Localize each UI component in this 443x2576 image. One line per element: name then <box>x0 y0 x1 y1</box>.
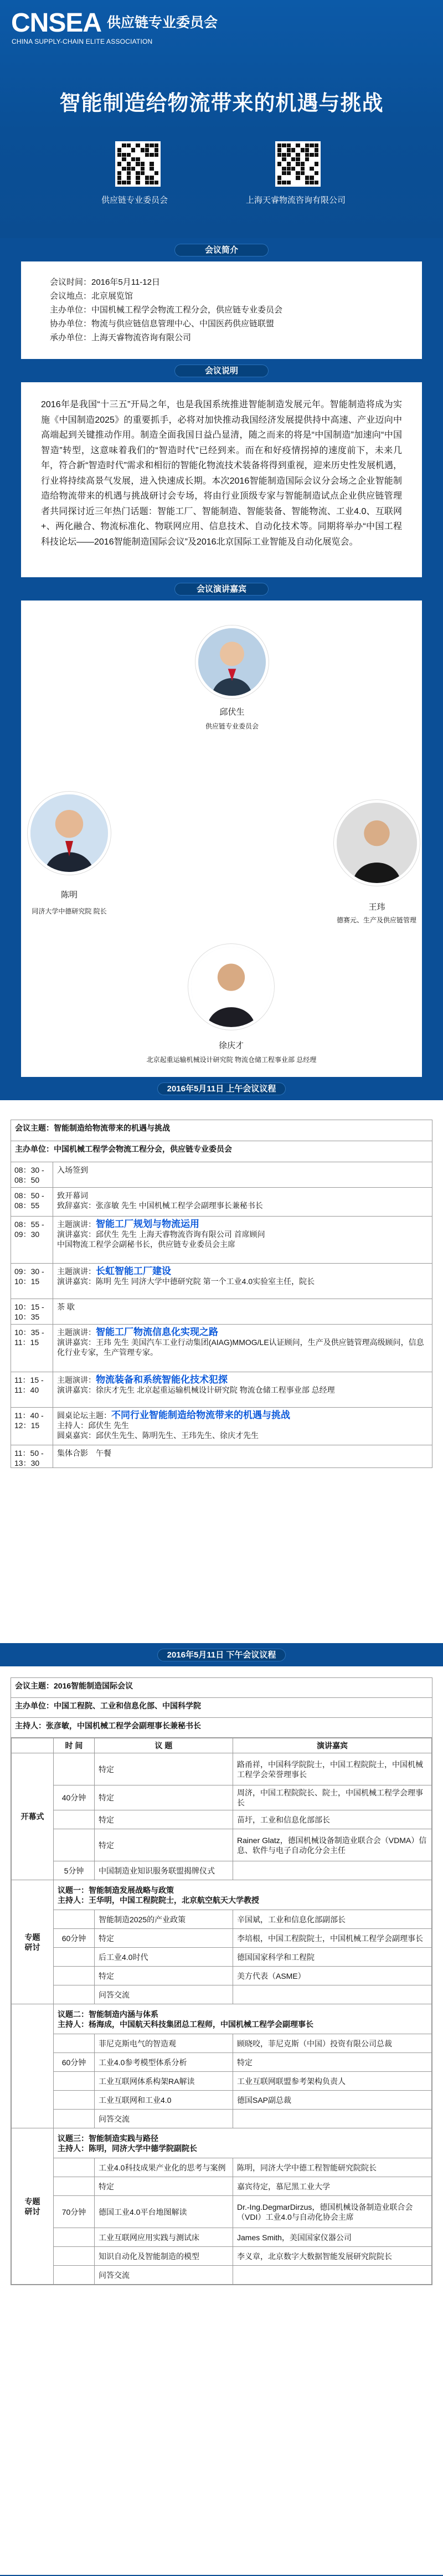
qr-label-company: 上海天睿物流咨询有限公司 <box>246 196 346 205</box>
session-title: 议题一：智能制造发展战略与政策 主持人：王华明，中国工程院院士，北京航空航天大学教授 <box>54 1880 432 1910</box>
header-banner <box>0 0 443 238</box>
session-label: 开幕式 <box>12 1753 54 1880</box>
session-topic: 问答交流 <box>95 1985 233 2004</box>
session-speaker: 李义章，北京数字大数据智能发展研究院院长 <box>233 2247 432 2266</box>
session-label: 专题 研讨 <box>12 1880 54 2004</box>
logo-mark: CNSEA <box>11 8 102 38</box>
session-speaker: 嘉宾待定，慕尼黑工业大学 <box>233 2177 432 2196</box>
session-speaker: 周济，中国工程院院长、院士，中国机械工程学会理事长 <box>233 1785 432 1810</box>
morning-host: 主办单位：中国机械工程学会物流工程分会，供应链专业委员会 <box>15 1145 232 1153</box>
section-head-speakers: 会议演讲嘉宾 <box>0 577 443 601</box>
speaker-title: 德赛元、生产及供应链管理 <box>336 916 416 924</box>
session-speaker: 德国国家科学和工程院 <box>233 1948 432 1967</box>
session-speaker: Rainer Glatz，德国机械设备制造业联合会（VDMA）信息、软件与电子自动化分会主任 <box>233 1829 432 1861</box>
intro-line: 主办单位：中国机械工程学会物流工程分会，供应链专业委员会 <box>50 305 283 315</box>
agenda-content: 致开幕词 致辞嘉宾：张彦敏 先生 中国机械工程学会副理事长兼秘书长 <box>57 1191 263 1210</box>
page-title: 智能制造给物流带来的机遇与挑战 <box>59 92 384 115</box>
session-time <box>54 1810 95 1829</box>
afternoon-host: 主办单位：中国工程院、工业和信息化部、中国科学院 <box>15 1701 201 1710</box>
speaker-photo-icon <box>334 800 420 886</box>
morning-agenda-rows <box>11 1162 432 1467</box>
qr-label-committee: 供应链专业委员会 <box>101 196 168 205</box>
empty-header-cell <box>12 1738 54 1753</box>
agenda-content: 集体合影 午餐 <box>57 1449 111 1458</box>
morning-agenda <box>0 1100 443 1643</box>
morning-theme: 会议主题：智能制造给物流带来的机遇与挑战 <box>15 1123 170 1132</box>
agenda-time: 11：50 - 13：30 <box>11 1445 53 1467</box>
session-topic: 工业4.0科技成果产业化的思考与案例 <box>95 2158 233 2177</box>
session-time <box>54 2266 95 2285</box>
agenda-row <box>11 1325 432 1372</box>
agenda-time: 10：15 - 10：35 <box>11 1299 53 1324</box>
session-speaker: 李培根，中国工程院院士，中国机械工程学会副理事长 <box>233 1929 432 1948</box>
brand-logo <box>11 8 218 45</box>
agenda-content: 主题演讲：长虹智能工厂建设 演讲嘉宾：陈明 先生 同济大学中德研究院 第一个工业4.0实验室主任，院长 <box>57 1266 315 1286</box>
session-time <box>54 1985 95 2004</box>
speaker-name: 徐庆才 <box>218 1041 244 1050</box>
section-head-morning: 2016年5月11日 上午会议议程 <box>0 1077 443 1100</box>
afternoon-agenda <box>0 1666 443 2575</box>
session-speaker: 苗圩，工业和信息化部部长 <box>233 1810 432 1829</box>
session-speaker: 特定 <box>233 2053 432 2072</box>
session-topic: 智能制造2025的产业政策 <box>95 1910 233 1929</box>
session-time <box>54 1967 95 1985</box>
table-header: 议 题 <box>95 1738 233 1753</box>
morning-agenda-table <box>11 1120 432 1468</box>
session-topic: 特定 <box>95 1753 233 1785</box>
agenda-row <box>11 1408 432 1445</box>
session-topic: 特定 <box>95 2177 233 2196</box>
session-time <box>54 1829 95 1861</box>
session-title: 议题二：智能制造内涵与体系 主持人：杨海成，中国航天科技集团总工程师，中国机械工程学会副理事长 <box>54 2004 432 2034</box>
session-speaker: James Smith，美国国家仪器公司 <box>233 2228 432 2247</box>
qr-code-icon <box>275 141 321 187</box>
session-speaker: 顾晓咬，菲尼克斯（中国）投资有限公司总裁 <box>233 2034 432 2053</box>
speaker-photo-icon <box>28 792 111 875</box>
session-time: 5分钟 <box>54 1861 95 1880</box>
agenda-row <box>11 1162 432 1188</box>
session-time <box>54 2072 95 2091</box>
intro-line: 会议地点：北京展览馆 <box>50 291 133 301</box>
agenda-row <box>11 1188 432 1217</box>
session-time <box>54 1910 95 1929</box>
session-speaker: 美方代表（ASME） <box>233 1967 432 1985</box>
session-speaker: 工业互联网联盟参考架构负责人 <box>233 2072 432 2091</box>
session-time: 70分钟 <box>54 2196 95 2228</box>
session-time <box>54 2091 95 2110</box>
session-topic: 特定 <box>95 1785 233 1810</box>
agenda-row <box>11 1217 432 1264</box>
session-topic: 特定 <box>95 1967 233 1985</box>
session-topic: 特定 <box>95 1929 233 1948</box>
session-time <box>54 2034 95 2053</box>
agenda-time: 10：35 - 11：15 <box>11 1325 53 1372</box>
agenda-row <box>11 1445 432 1467</box>
session-time <box>54 2110 95 2128</box>
session-time: 40分钟 <box>54 1785 95 1810</box>
speaker-name: 王玮 <box>368 902 385 912</box>
afternoon-chair: 主持人：张彦敏，中国机械工程学会副理事长兼秘书长 <box>15 1721 201 1730</box>
afternoon-theme: 会议主题：2016智能制造国际会议 <box>15 1681 133 1690</box>
session-time <box>54 2177 95 2196</box>
agenda-time: 11：15 - 11：40 <box>11 1372 53 1407</box>
session-topic: 中国制造业知识服务联盟揭牌仪式 <box>95 1861 233 1880</box>
session-time <box>54 2228 95 2247</box>
session-time: 60分钟 <box>54 1929 95 1948</box>
agenda-time: 11：40 - 12：15 <box>11 1408 53 1445</box>
speaker-photo-icon <box>195 625 269 699</box>
speaker-title: 同济大学中德研究院 院长 <box>32 907 107 915</box>
session-time <box>54 2247 95 2266</box>
session-topic: 特定 <box>95 1810 233 1829</box>
agenda-time: 08：50 - 08：55 <box>11 1188 53 1216</box>
section-head-afternoon: 2016年5月11日 下午会议议程 <box>0 1643 443 1666</box>
afternoon-session-table <box>11 1738 432 2285</box>
agenda-time: 09：30 - 10：15 <box>11 1264 53 1299</box>
session-topic: 工业4.0参考模型体系分析 <box>95 2053 233 2072</box>
speakers-panel <box>21 601 422 1077</box>
session-topic: 工业互联网和工业4.0 <box>95 2091 233 2110</box>
session-label: 专题 研讨 <box>12 2128 54 2285</box>
session-label <box>12 2004 54 2128</box>
agenda-row <box>11 1299 432 1325</box>
intro-line: 协办单位：物流与供应链信息管理中心、中国医药供应链联盟 <box>50 319 275 329</box>
session-speaker <box>233 1861 432 1880</box>
logo-chinese-name: 供应链专业委员会 <box>107 15 218 30</box>
session-time <box>54 1948 95 1967</box>
afternoon-agenda-table <box>11 1677 432 2285</box>
intro-line: 会议时间：2016年5月11-12日 <box>50 278 160 287</box>
session-topic: 特定 <box>95 1829 233 1861</box>
session-speaker <box>233 2110 432 2128</box>
session-speaker: Dr.-Ing.DegmarDirzus，德国机械设备制造业联合会（VDI）工业4.0与自动化协会主席 <box>233 2196 432 2228</box>
agenda-content: 主题演讲：智能工厂规划与物流运用 演讲嘉宾：邱伏生 先生 上海天睿物流咨询有限公司 首席顾问 中国物流工程学会副秘书长，供应链专业委员会主席 <box>57 1219 265 1249</box>
speaker-title: 供应链专业委员会 <box>205 722 259 730</box>
session-speaker: 辛国斌，工业和信息化部副部长 <box>233 1910 432 1929</box>
session-topic: 德国工业4.0平台地图解读 <box>95 2196 233 2228</box>
footer-watermark: 上海天睿物流咨询 <box>360 2555 427 2564</box>
intro-panel <box>21 261 422 359</box>
session-speaker: 路甬祥，中国科学院院士，中国工程院院士，中国机械工程学会荣誉理事长 <box>233 1753 432 1785</box>
session-topic: 工业互联网体系构架RA解读 <box>95 2072 233 2091</box>
speaker-photo-icon <box>188 944 274 1030</box>
session-topic: 知识自动化及智能制造的模型 <box>95 2247 233 2266</box>
speaker-title: 北京起重运输机械设计研究院 物流仓储工程事业部 总经理 <box>146 1056 317 1064</box>
agenda-row <box>11 1372 432 1408</box>
agenda-time: 08：30 - 08：50 <box>11 1162 53 1187</box>
logo-english-name: CHINA SUPPLY-CHAIN ELITE ASSOCIATION <box>12 38 153 45</box>
description-panel: 2016年是我国“十三五”开局之年，也是我国系统推进智能制造发展元年。智能制造将成为实施《中国制造2025》的重要抓手，必将对加快推动我国经济发展提供持中高速、产业迈向中高端起到关键推动作用。制造全面我国日益凸显清，随之而来的将是“中国制造”加速向“中国智造”转型，这意味着我们的“智造时代”已经到来。而在和好疫情拐掉的速度前下，未来几年，符合新“智造时代”需求和相衍的智能化物流技术装备将得到重视，迎来历史性发展机遇，行业将持续高景气发展，进入快速成长期。本次2016智能制造国际会议分会场之企业智能制造给物流带来的机遇与挑战研讨会专场，将由行业顶级专家与智能制造试点企业供应链管理者共同探讨近三年热门话题：智能工厂、智能制造、智能装备、智能物流、工业4.0、互联网+、两化融合、物流标准化、物联网应用、信息技术、自动化技术等。同期将举办“中国工程科技论坛——2016智能制造国际会议”及2016北京国际工业智能及自动化展览会。 <box>21 382 422 577</box>
agenda-content: 主题演讲：智能工厂物流信息化实现之路 演讲嘉宾：王玮 先生 美国汽车工业行动集团(AIAG)MMOG/LE认证顾问，生产及供应链管理高级顾问，信息化行业专家，生产管理专家。 <box>57 1327 424 1357</box>
session-time: 60分钟 <box>54 2053 95 2072</box>
session-topic: 问答交流 <box>95 2266 233 2285</box>
agenda-content: 入场签到 <box>57 1166 88 1174</box>
session-speaker: 德国SAP副总裁 <box>233 2091 432 2110</box>
agenda-time: 08：55 - 09：30 <box>11 1217 53 1263</box>
session-time <box>54 2158 95 2177</box>
session-title: 议题三：智能制造实践与路径 主持人：陈明，同济大学中德学院副院长 <box>54 2128 432 2158</box>
table-header: 演讲嘉宾 <box>233 1738 432 1753</box>
intro-line: 承办单位：上海天睿物流咨询有限公司 <box>50 333 192 342</box>
qr-code-icon <box>115 141 161 187</box>
session-topic: 菲尼克斯电气的智造观 <box>95 2034 233 2053</box>
session-speaker <box>233 2266 432 2285</box>
agenda-row <box>11 1264 432 1299</box>
session-time <box>54 1753 95 1785</box>
speaker-name: 陈明 <box>60 890 78 900</box>
session-topic: 后工业4.0时代 <box>95 1948 233 1967</box>
qr-codes <box>0 141 443 219</box>
agenda-content: 主题演讲：物流装备和系统智能化技术犯探 演讲嘉宾：徐庆才先生 北京起重运输机械设计研究院 物流仓储工程事业部 总经理 <box>57 1374 335 1394</box>
table-header: 时 间 <box>54 1738 95 1753</box>
agenda-content: 圆桌论坛主题：不同行业智能制造给物流带来的机遇与挑战 主持人：邱伏生 先生 圆桌嘉宾：邱伏生先生、陈明先生、王玮先生、徐庆才先生 <box>57 1410 290 1440</box>
session-topic: 问答交流 <box>95 2110 233 2128</box>
agenda-content: 茶 歇 <box>57 1302 75 1311</box>
session-speaker <box>233 1985 432 2004</box>
speaker-name: 邱伏生 <box>219 707 245 717</box>
session-topic: 工业互联网应用实践与测试床 <box>95 2228 233 2247</box>
section-head-intro: 会议简介 <box>0 238 443 261</box>
section-head-description: 会议说明 <box>0 359 443 382</box>
session-speaker: 陈明，同济大学中德工程智能研究院院长 <box>233 2158 432 2177</box>
